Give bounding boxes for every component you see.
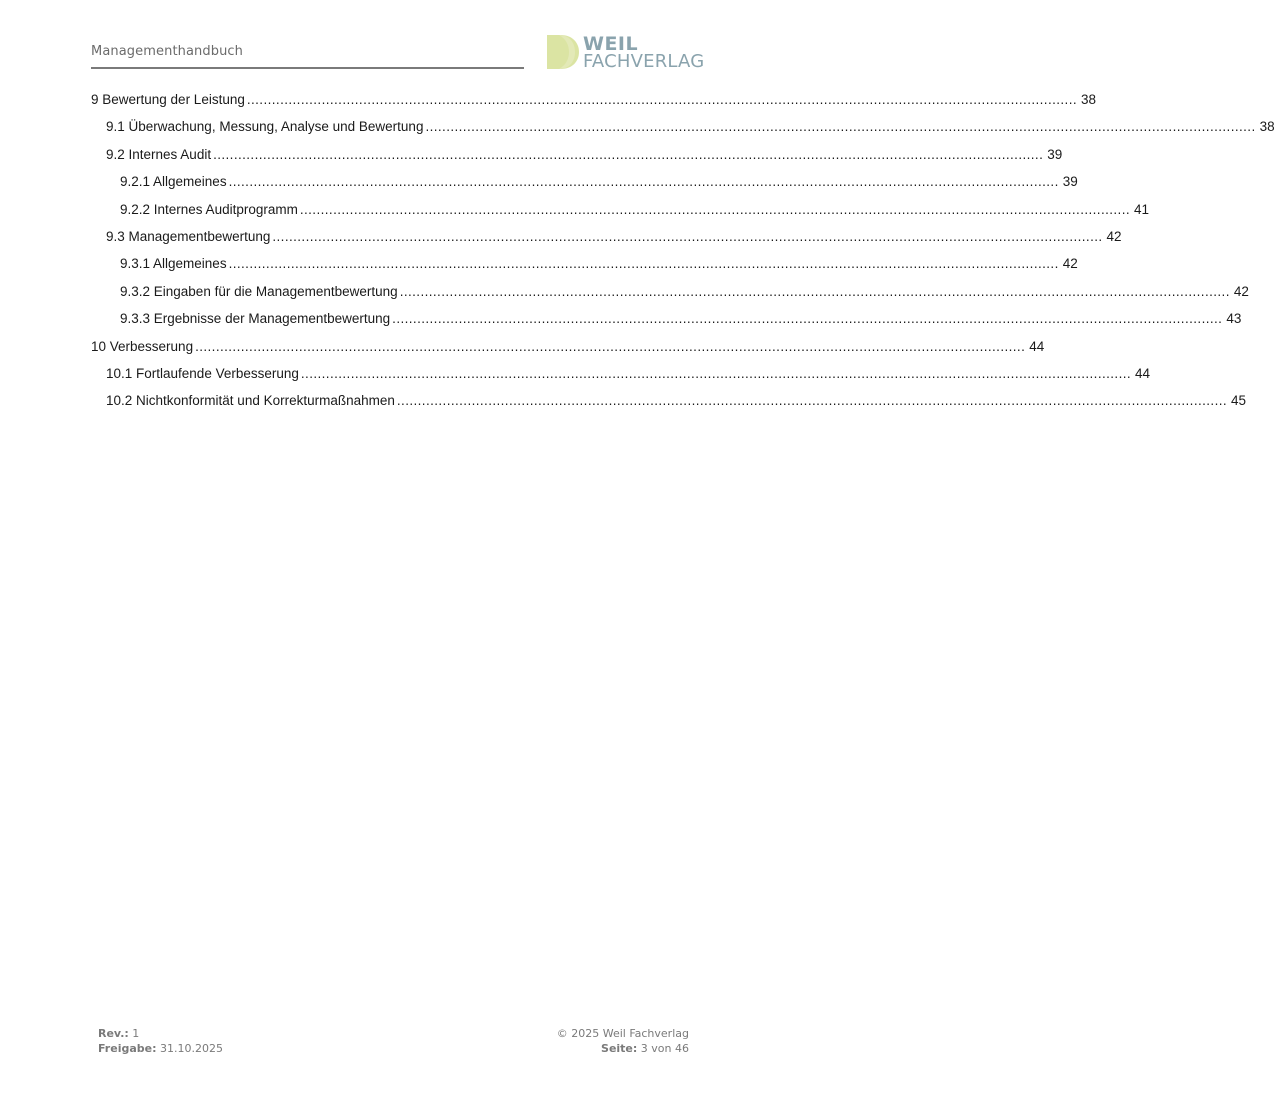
- footer-revision: [98, 1026, 223, 1041]
- toc-entry[interactable]: [106, 227, 1122, 247]
- toc-entry-label: 9.3.2 Eingaben für die Managementbewertung: [120, 284, 398, 299]
- toc-entry-page: 39: [1047, 147, 1063, 162]
- toc-entry-page: 41: [1134, 202, 1150, 217]
- header-divider: [91, 67, 524, 69]
- toc-entry-page: 39: [1062, 174, 1078, 189]
- toc-entry[interactable]: [91, 90, 1097, 110]
- toc-entry-label: 10 Verbesserung: [91, 339, 194, 354]
- toc-entry-label: 9.3 Managementbewertung: [106, 229, 271, 244]
- footer-left: [98, 1026, 223, 1056]
- page-label: Seite:: [601, 1042, 638, 1055]
- toc-entry-page: 42: [1106, 229, 1122, 244]
- toc-dot-leader: ........................................................................................................................................................................................................: [425, 119, 1256, 134]
- footer-copyright: © 2025 Weil Fachverlag: [556, 1027, 689, 1040]
- toc-entry-label: 9.2.2 Internes Auditprogramm: [120, 202, 298, 217]
- toc-entry-label: 10.1 Fortlaufende Verbesserung: [106, 366, 299, 381]
- release-label: Freigabe:: [98, 1042, 157, 1055]
- toc-dot-leader: ........................................................................................................................................................................................................: [392, 311, 1223, 326]
- toc-entry[interactable]: [106, 145, 1063, 165]
- toc-dot-leader: ........................................................................................................................................................................................................: [399, 284, 1230, 299]
- toc-entry-page: 38: [1081, 92, 1097, 107]
- footer-release: [98, 1041, 223, 1056]
- release-value: 31.10.2025: [160, 1042, 223, 1055]
- toc-entry-page: 42: [1233, 284, 1249, 299]
- page-value: 3 von 46: [640, 1042, 689, 1055]
- toc-entry-label: 9.3.1 Allgemeines: [120, 256, 227, 271]
- toc-entry[interactable]: [106, 117, 1275, 137]
- toc-entry-page: 43: [1226, 311, 1242, 326]
- toc-entry-label: 9 Bewertung der Leistung: [91, 92, 245, 107]
- header-title: Managementhandbuch: [91, 44, 244, 59]
- toc-entry-page: 44: [1029, 339, 1045, 354]
- toc-entry[interactable]: [106, 364, 1151, 384]
- footer-page-number: [557, 1041, 689, 1056]
- revision-label: Rev.:: [98, 1027, 129, 1040]
- revision-value: 1: [132, 1027, 140, 1040]
- toc-entry[interactable]: [120, 309, 1242, 329]
- toc-dot-leader: ........................................................................................................................................................................................................: [228, 256, 1059, 271]
- toc-dot-leader: ........................................................................................................................................................................................................: [396, 393, 1228, 408]
- logo-text-fachverlag: FACHVERLAG: [583, 51, 705, 72]
- logo-mark-icon: [547, 35, 579, 69]
- toc-dot-leader: ........................................................................................................................................................................................................: [272, 229, 1103, 244]
- toc-entry-label: 10.2 Nichtkonformität und Korrekturmaßnahmen: [106, 393, 395, 408]
- toc-entry-label: 9.3.3 Ergebnisse der Managementbewertung: [120, 311, 391, 326]
- publisher-logo: [547, 35, 717, 71]
- toc-dot-leader: ........................................................................................................................................................................................................: [300, 366, 1132, 381]
- toc-dot-leader: ........................................................................................................................................................................................................: [228, 174, 1059, 189]
- toc-entry[interactable]: [91, 337, 1045, 357]
- toc-entry-page: 38: [1259, 119, 1275, 134]
- toc-entry-page: 42: [1062, 256, 1078, 271]
- toc-dot-leader: ........................................................................................................................................................................................................: [195, 339, 1026, 354]
- toc-dot-leader: ........................................................................................................................................................................................................: [213, 147, 1044, 162]
- toc-entry[interactable]: [120, 254, 1078, 274]
- toc-entry[interactable]: [120, 200, 1150, 220]
- toc-entry-label: 9.1 Überwachung, Messung, Analyse und Bewertung: [106, 119, 424, 134]
- toc-entry-page: 44: [1135, 366, 1151, 381]
- toc-dot-leader: ........................................................................................................................................................................................................: [246, 92, 1078, 107]
- toc-entry-label: 9.2.1 Allgemeines: [120, 174, 227, 189]
- toc-entry-page: 45: [1231, 393, 1247, 408]
- footer-right: [557, 1026, 689, 1056]
- toc-entry[interactable]: [120, 172, 1078, 192]
- toc-entry-label: 9.2 Internes Audit: [106, 147, 212, 162]
- toc-entry[interactable]: [120, 282, 1249, 302]
- toc-dot-leader: ........................................................................................................................................................................................................: [299, 202, 1131, 217]
- toc-entry[interactable]: [106, 391, 1247, 411]
- logo-text-weil: WEIL: [583, 33, 639, 55]
